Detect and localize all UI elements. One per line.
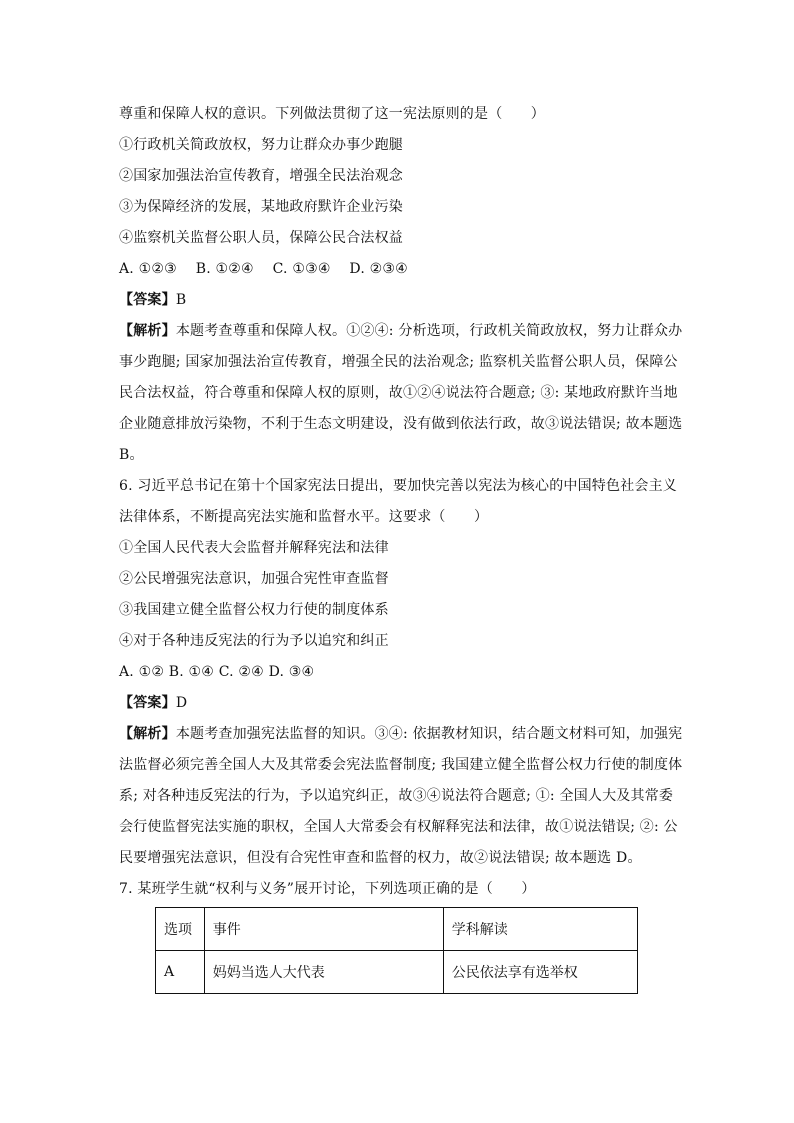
q6-option-1: ①全国人民代表大会监督并解释宪法和法律 — [119, 540, 389, 556]
q6-stem-line-2: 法律体系，不断提高宪法实施和监督水平。这要求（ ） — [119, 509, 489, 525]
q6-analysis-line-1 — [119, 724, 683, 744]
q6-analysis-line-4: 会行使监督宪法实施的职权，全国人大常委会有权解释宪法和法律，故①说法错误; ②: 公 — [119, 819, 678, 835]
q5-answer — [119, 290, 679, 310]
q6-analysis-line-5: 民要增强宪法意识，但没有合宪性审查和监督的权力，故②说法错误; 故本题选 D。 — [119, 850, 642, 866]
table-row — [156, 951, 638, 994]
q5-answer-value: B — [175, 292, 187, 308]
table-header-cell: 事件 — [204, 908, 443, 951]
q5-answer-label: 【答案】 — [119, 292, 176, 308]
table-header-row — [156, 908, 638, 951]
q6-choices: A. ①② B. ①④ C. ②④ D. ③④ — [119, 664, 315, 680]
q7-table — [155, 907, 638, 994]
q5-option-1: ①行政机关简政放权，努力让群众办事少跑腿 — [119, 137, 403, 153]
q5-analysis-line-5: B。 — [119, 447, 144, 463]
q5-option-2: ②国家加强法治宣传教育，增强全民法治观念 — [119, 168, 403, 184]
q5-analysis-line-3: 民合法权益，符合尊重和保障人权的原则，故①②④说法符合题意; ③: 某地政府默许当地 — [119, 385, 678, 401]
q5-analysis-line-1 — [119, 321, 683, 341]
q6-answer — [119, 693, 679, 713]
q6-stem-line-1: 6. 习近平总书记在第十个国家宪法日提出，要加快完善以宪法为核心的中国特色社会主义 — [119, 478, 678, 494]
table-cell: A — [156, 951, 205, 994]
q6-answer-value: D — [175, 695, 188, 711]
q5-option-4: ④监察机关监督公职人员，保障公民合法权益 — [119, 230, 403, 246]
q6-option-3: ③我国建立健全监督公权力行使的制度体系 — [119, 602, 389, 618]
q5-analysis-line-4: 企业随意排放污染物，不利于生态文明建设，没有做到依法行政，故③说法错误; 故本题选 — [119, 416, 683, 432]
q6-analysis-line-2: 法监督必须完善全国人大及其常委会宪法监督制度; 我国建立健全监督公权力行使的制度体 — [119, 757, 683, 773]
q6-option-2: ②公民增强宪法意识，加强合宪性审查监督 — [119, 571, 389, 587]
table-cell: 公民依法享有选举权 — [443, 951, 637, 994]
table-cell: 妈妈当选人大代表 — [204, 951, 443, 994]
q6-answer-label: 【答案】 — [119, 695, 176, 711]
q7-stem: 7. 某班学生就“权利与义务”展开讨论，下列选项正确的是（ ） — [119, 881, 536, 897]
q6-option-4: ④对于各种违反宪法的行为予以追究和纠正 — [119, 633, 389, 649]
q5-analysis-line-2: 事少跑腿; 国家加强法治宣传教育，增强全民的法治观念; 监察机关监督公职人员，保障公 — [119, 354, 678, 370]
q5-option-3: ③为保障经济的发展，某地政府默许企业污染 — [119, 199, 403, 215]
q5-analysis-label: 【解析】 — [119, 323, 176, 339]
q5-stem: 尊重和保障人权的意识。下列做法贯彻了这一宪法原则的是（ ） — [119, 106, 545, 122]
q6-analysis-text-1: 本题考查加强宪法监督的知识。③④: 依据教材知识，结合题文材料可知，加强宪 — [175, 726, 683, 742]
q5-analysis-text-1: 本题考查尊重和保障人权。①②④: 分析选项，行政机关简政放权，努力让群众办 — [175, 323, 683, 339]
q6-analysis-line-3: 系; 对各种违反宪法的行为，予以追究纠正，故③④说法符合题意; ①: 全国人大及其常委 — [119, 788, 674, 804]
q6-analysis-label: 【解析】 — [119, 726, 176, 742]
q5-choices: A. ①②③ B. ①②④ C. ①③④ D. ②③④ — [119, 261, 408, 277]
table-header-cell: 学科解读 — [443, 908, 637, 951]
table-header-cell: 选项 — [156, 908, 205, 951]
